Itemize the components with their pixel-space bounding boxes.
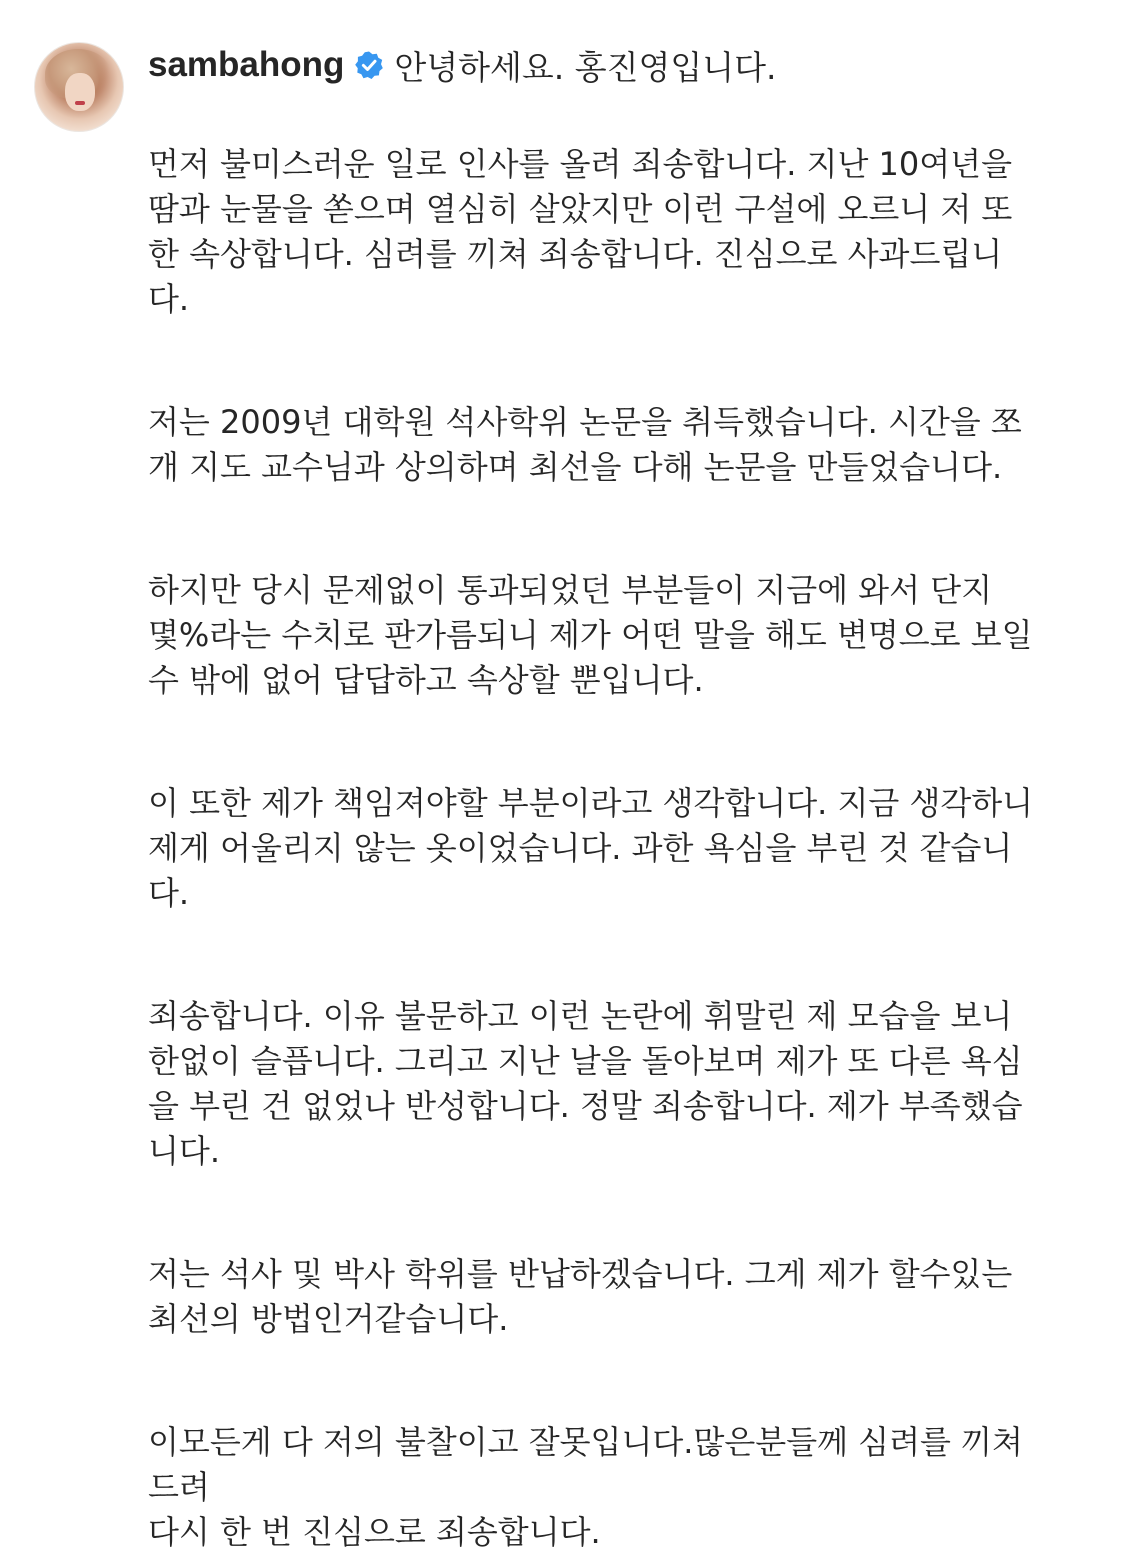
caption-line: 땀과 눈물을 쏟으며 열심히 살았지만 이런 구설에 오르니 저 또 (148, 190, 1013, 228)
caption-line: 한없이 슬픕니다. 그리고 지난 날을 돌아보며 제가 또 다른 욕심 (148, 1042, 1023, 1080)
caption-paragraph (148, 1252, 1118, 1342)
caption-paragraph (148, 781, 1118, 916)
caption-line: 드려 (148, 1468, 210, 1506)
avatar-face (65, 73, 95, 111)
caption-line: 몇%라는 수치로 판가름되니 제가 어떤 말을 해도 변명으로 보일 (148, 616, 1033, 654)
username-link[interactable]: sambahong (148, 45, 345, 84)
caption-paragraph (148, 994, 1118, 1174)
caption-paragraph (148, 1420, 1118, 1555)
caption-line: 이모든게 다 저의 불찰이고 잘못입니다.많은분들께 심려를 끼쳐 (148, 1423, 1023, 1461)
caption-paragraph (148, 400, 1118, 490)
caption-line: 니다. (148, 1132, 220, 1170)
profile-avatar[interactable] (34, 42, 124, 132)
caption-line: 저는 2009년 대학원 석사학위 논문을 취득했습니다. 시간을 쪼 (148, 403, 1022, 441)
verified-badge-icon (354, 50, 384, 80)
caption-line: 개 지도 교수님과 상의하며 최선을 다해 논문을 만들었습니다. (148, 448, 1003, 486)
caption-body (148, 142, 1118, 1555)
caption-line: 최선의 방법인거같습니다. (148, 1300, 509, 1338)
caption-line: 저는 석사 및 박사 학위를 반납하겠습니다. 그게 제가 할수있는 (148, 1255, 1013, 1293)
caption-line: 먼저 불미스러운 일로 인사를 올려 죄송합니다. 지난 10여년을 (148, 145, 1012, 183)
greeting-text: 안녕하세요. 홍진영입니다. (394, 47, 777, 87)
caption-line: 다. (148, 874, 190, 912)
avatar-mouth (75, 101, 85, 105)
caption-line: 제게 어울리지 않는 옷이었습니다. 과한 욕심을 부린 것 같습니 (148, 829, 1013, 867)
caption-line: 이 또한 제가 책임져야할 부분이라고 생각합니다. 지금 생각하니 (148, 784, 1034, 822)
caption-header (148, 40, 777, 90)
caption-line: 하지만 당시 문제없이 통과되었던 부분들이 지금에 와서 단지 (148, 571, 993, 609)
caption-line: 다시 한 번 진심으로 죄송합니다. (148, 1513, 601, 1551)
caption-line: 한 속상합니다. 심려를 끼쳐 죄송합니다. 진심으로 사과드립니 (148, 235, 1003, 273)
caption-line: 수 밖에 없어 답답하고 속상할 뿐입니다. (148, 661, 704, 699)
caption-line: 을 부린 건 없었나 반성합니다. 정말 죄송합니다. 제가 부족했습 (148, 1087, 1023, 1125)
caption-line: 죄송합니다. 이유 불문하고 이런 논란에 휘말린 제 모습을 보니 (148, 997, 1013, 1035)
caption-line: 다. (148, 280, 190, 318)
caption-paragraph (148, 568, 1118, 703)
caption-paragraph (148, 142, 1118, 322)
